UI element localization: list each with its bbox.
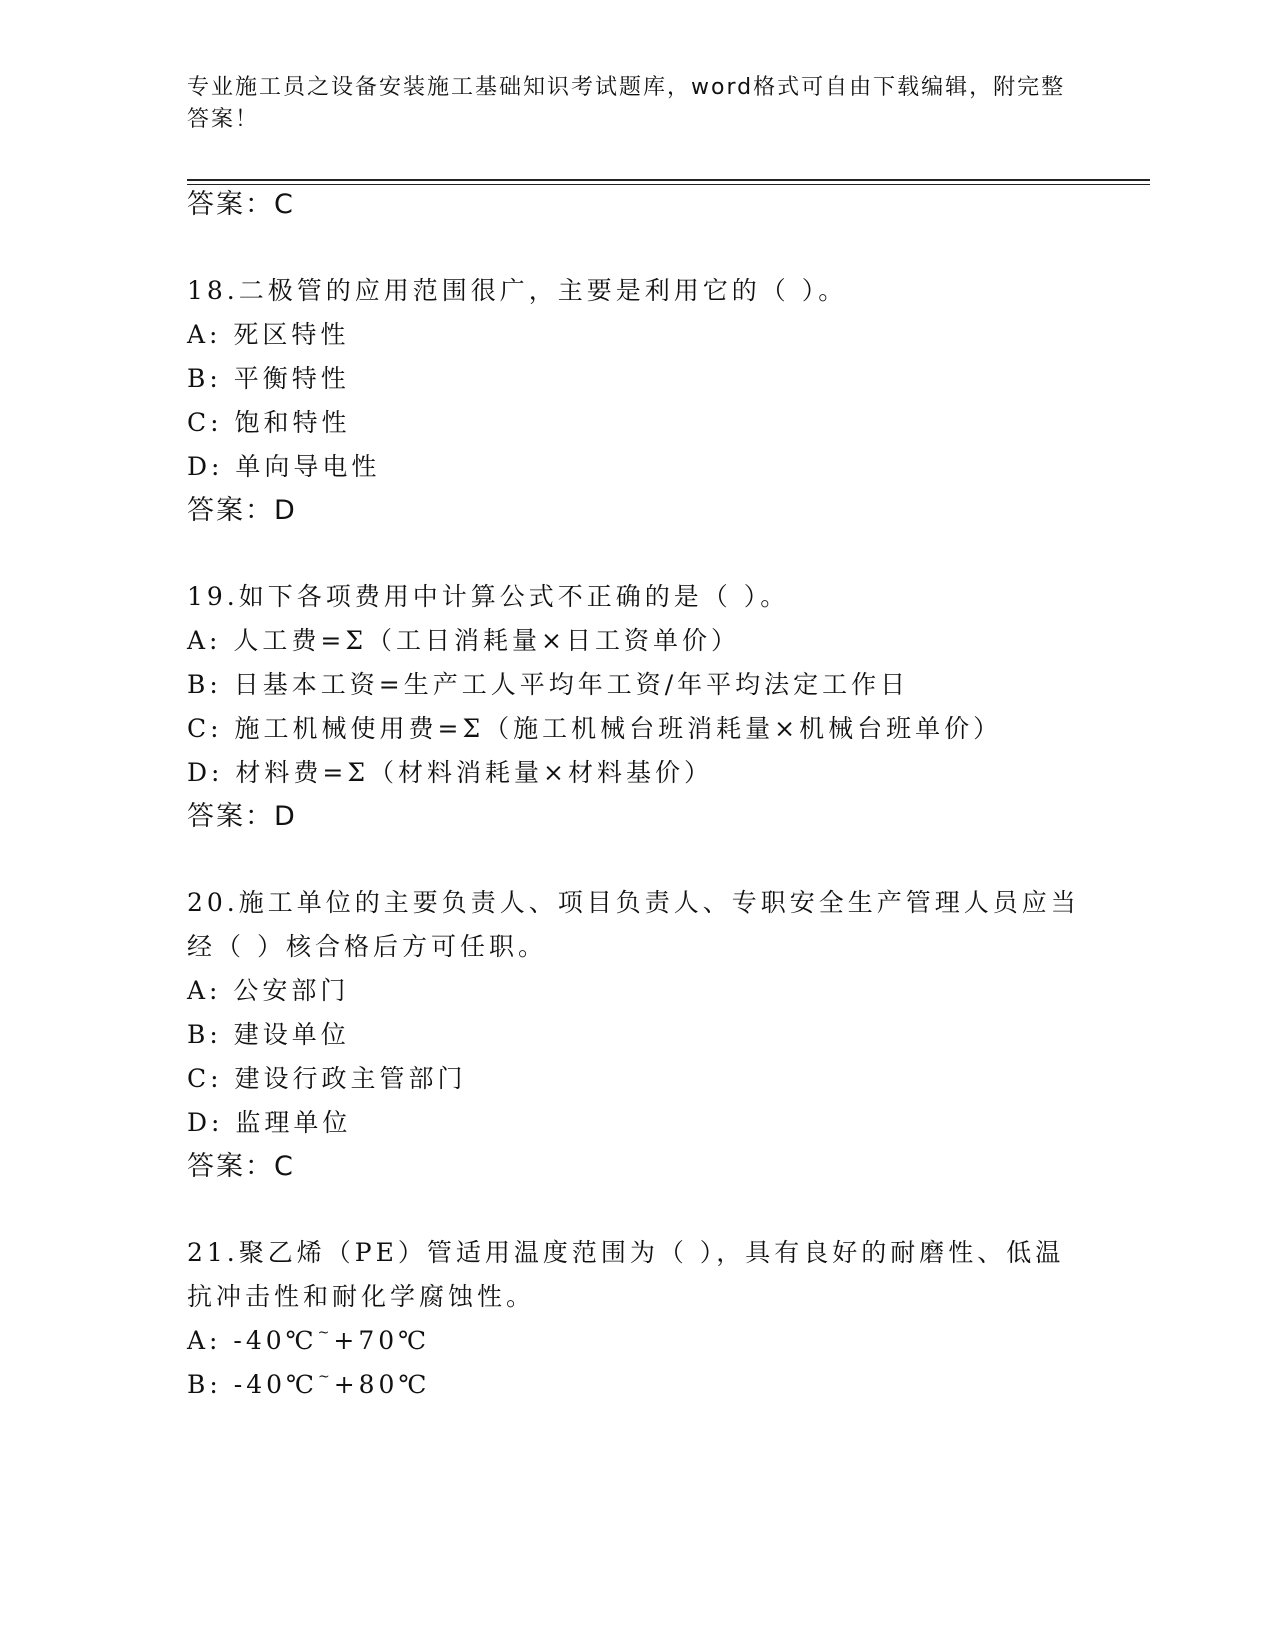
header-rule-thick bbox=[187, 179, 1150, 181]
question-18-option-a: A: 死区特性 bbox=[187, 320, 350, 349]
option-b-tilde: ~ bbox=[317, 1369, 334, 1385]
question-19-option-d: D: 材料费=Σ（材料消耗量×材料基价） bbox=[187, 758, 713, 787]
question-20-text-line1: 20.施工单位的主要负责人、项目负责人、专职安全生产管理人员应当 bbox=[187, 888, 1080, 917]
question-19-option-c: C: 施工机械使用费=Σ（施工机械台班消耗量×机械台班单价） bbox=[187, 714, 1003, 743]
header-rule-thin bbox=[187, 184, 1150, 185]
question-18-text: 18.二极管的应用范围很广，主要是利用它的（ ）。 bbox=[187, 276, 848, 305]
option-b-upper: +80℃ bbox=[333, 1370, 431, 1399]
question-21-option-a bbox=[187, 1326, 430, 1356]
question-20-answer: 答案：C bbox=[187, 1151, 295, 1182]
question-18-option-b: B: 平衡特性 bbox=[187, 364, 350, 393]
question-20-option-a: A: 公安部门 bbox=[187, 976, 350, 1005]
question-19-option-b: B: 日基本工资=生产工人平均年工资/年平均法定工作日 bbox=[187, 670, 910, 699]
option-a-lower: A: -40℃ bbox=[187, 1326, 318, 1355]
question-20-option-d: D: 监理单位 bbox=[187, 1108, 352, 1137]
question-19-answer: 答案：D bbox=[187, 801, 297, 832]
question-21-text-line1: 21.聚乙烯（PE）管适用温度范围为（ ），具有良好的耐磨性、低温 bbox=[187, 1238, 1065, 1267]
question-18-option-d: D: 单向导电性 bbox=[187, 452, 381, 481]
question-19-text: 19.如下各项费用中计算公式不正确的是（ ）。 bbox=[187, 582, 790, 611]
question-19-option-a: A: 人工费=Σ（工日消耗量×日工资单价） bbox=[187, 626, 740, 655]
option-a-upper: +70℃ bbox=[333, 1326, 431, 1355]
question-18-option-c: C: 饱和特性 bbox=[187, 408, 351, 437]
answer-previous: 答案：C bbox=[187, 189, 295, 220]
option-b-lower: B: -40℃ bbox=[187, 1370, 318, 1399]
question-20-option-c: C: 建设行政主管部门 bbox=[187, 1064, 467, 1093]
question-21-text-line2: 抗冲击性和耐化学腐蚀性。 bbox=[187, 1282, 536, 1311]
document-header: 专业施工员之设备安装施工基础知识考试题库，word格式可自由下载编辑，附完整答案！ bbox=[187, 75, 1066, 132]
question-21-option-b bbox=[187, 1370, 430, 1400]
question-18-answer: 答案：D bbox=[187, 495, 297, 526]
option-a-tilde: ~ bbox=[317, 1325, 334, 1341]
question-20-option-b: B: 建设单位 bbox=[187, 1020, 350, 1049]
question-20-text-line2: 经（ ）核合格后方可任职。 bbox=[187, 932, 547, 961]
